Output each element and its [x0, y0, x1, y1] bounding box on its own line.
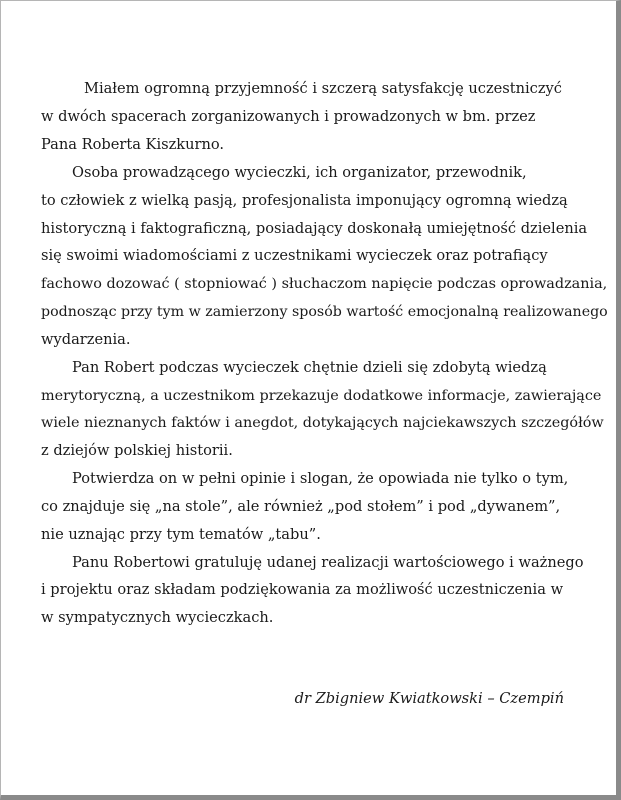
letter-line-19: i projektu oraz składam podziękowania za możliwość uczestniczenia w	[41, 581, 564, 598]
letter-line-1: Miałem ogromną przyjemność i szczerą satysfakcję uczestniczyć	[84, 80, 562, 97]
letter-line-10: wydarzenia.	[41, 331, 131, 348]
letter-line-8: fachowo dozować ( stopniować ) słuchaczom napięcie podczas oprowadzania,	[41, 276, 608, 292]
letter-line-12: merytoryczną, a uczestnikom przekazuje dodatkowe informacje, zawierające	[41, 388, 602, 404]
letter-line-9: podnosząc przy tym w zamierzony sposób wartość emocjonalną realizowanego	[41, 304, 608, 320]
letter-line-16: co znajduje się „na stole”, ale również „pod stołem” i pod „dywanem”,	[41, 498, 561, 515]
letter-line-3: Pana Roberta Kiszkurno.	[41, 136, 225, 153]
letter-line-15: Potwierdza on w pełni opinie i slogan, że opowiada nie tylko o tym,	[72, 470, 569, 487]
letter-line-17: nie uznając przy tym tematów „tabu”.	[41, 526, 321, 543]
letter-line-6: historyczną i faktograficzną, posiadający doskonałą umiejętność dzielenia	[41, 220, 588, 237]
letter-line-20: w sympatycznych wycieczkach.	[41, 609, 274, 626]
letter-line-2: w dwóch spacerach zorganizowanych i prowadzonych w bm. przez	[41, 108, 536, 125]
letter-line-14: z dziejów polskiej historii.	[41, 442, 233, 459]
letter-line-11: Pan Robert podczas wycieczek chętnie dzieli się zdobytą wiedzą	[72, 359, 547, 376]
letter-line-5: to człowiek z wielką pasją, profesjonalista imponujący ogromną wiedzą	[41, 192, 568, 209]
letter-line-7: się swoimi wiadomościami z uczestnikami wycieczek oraz potrafiący	[41, 247, 548, 264]
signature: dr Zbigniew Kwiatkowski – Czempiń	[294, 690, 564, 707]
letter-line-18: Panu Robertowi gratuluję udanej realizacji wartościowego i ważnego	[72, 554, 584, 571]
letter-line-13: wiele nieznanych faktów i anegdot, dotykających najciekawszych szczegółów	[41, 415, 604, 431]
letter-line-4: Osoba prowadzącego wycieczki, ich organizator, przewodnik,	[72, 164, 527, 181]
